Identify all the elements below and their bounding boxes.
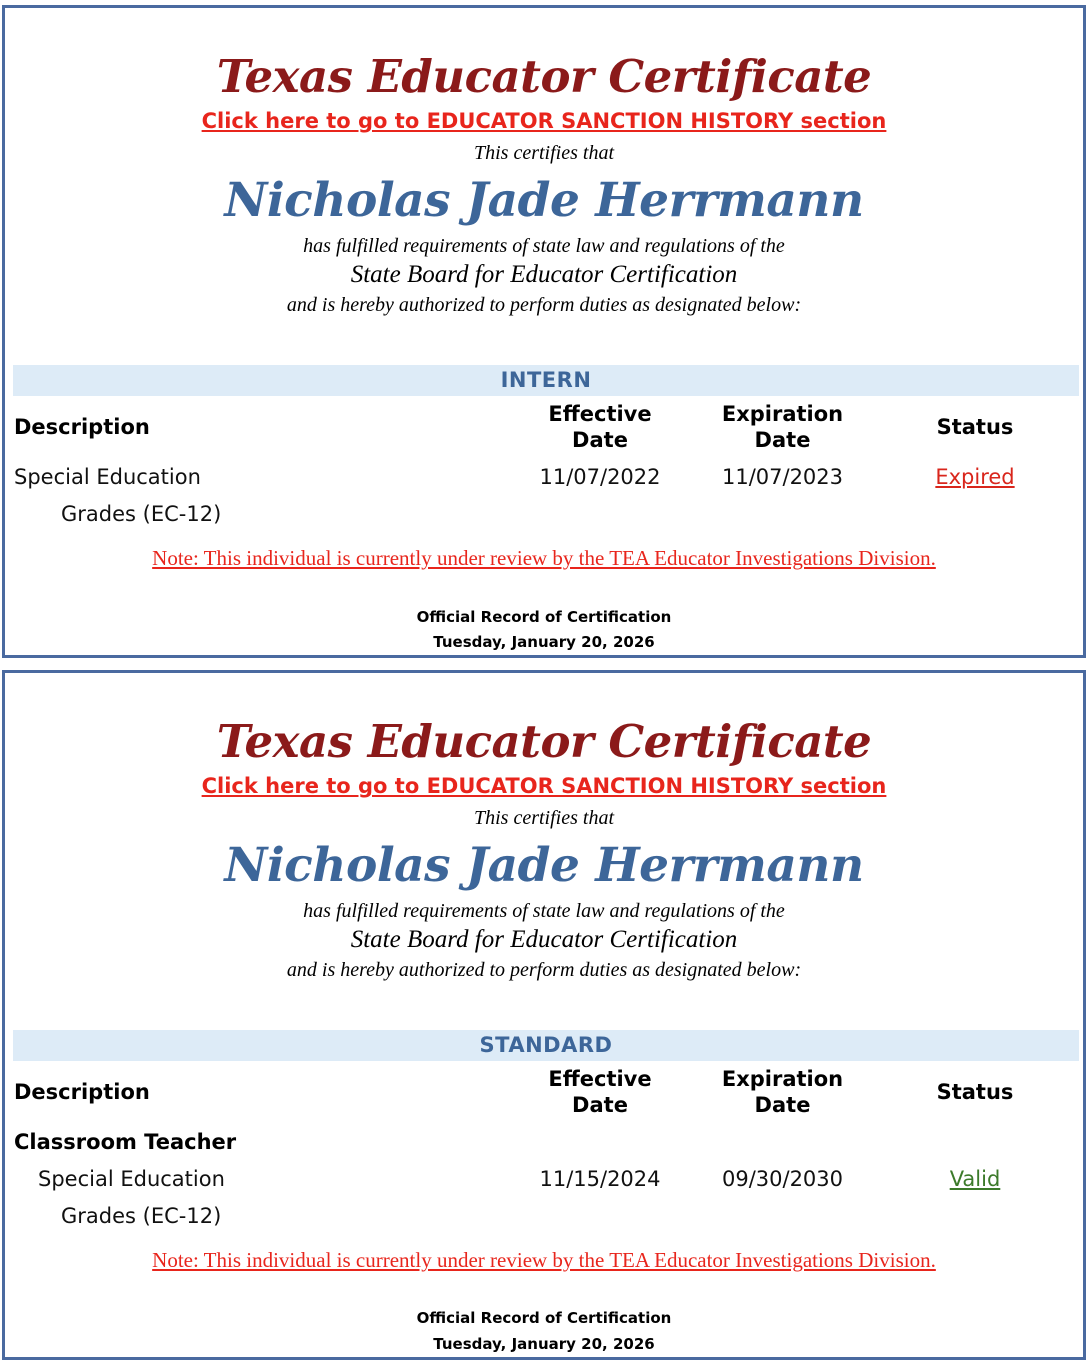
status-valid-link[interactable]: Valid (949, 1167, 1001, 1191)
description-header: Description (14, 1080, 150, 1104)
sanction-history-link[interactable]: Click here to go to EDUCATOR SANCTION HISTORY section (201, 109, 887, 133)
grades-text: Grades (EC-12) (61, 1204, 222, 1228)
status-value-cell (910, 465, 1040, 489)
board-name: State Board for Educator Certification (350, 261, 738, 288)
status-value-cell (910, 1167, 1040, 1191)
board-name: State Board for Educator Certification (350, 926, 738, 953)
authorization-text: and is hereby authorized to perform duties as designated below: (286, 959, 802, 981)
effective-header-line1: Effective (548, 1067, 652, 1091)
status-expired-link[interactable]: Expired (935, 465, 1015, 489)
effective-date-header (525, 401, 675, 453)
sanction-history-link[interactable]: Click here to go to EDUCATOR SANCTION HISTORY section (201, 774, 887, 798)
effective-header-line2: Date (572, 428, 628, 452)
investigation-note: Note: This individual is currently under review by the TEA Educator Investigations Division. (152, 1248, 936, 1272)
status-header: Status (936, 415, 1014, 439)
effective-date-header (525, 1066, 675, 1118)
official-record-label: Official Record of Certification (416, 1309, 672, 1327)
effective-header-line2: Date (572, 1093, 628, 1117)
grades-text: Grades (EC-12) (61, 502, 222, 526)
effective-date-value: 11/15/2024 (539, 1167, 661, 1191)
certifies-text: This certifies that (474, 807, 614, 829)
expiration-header-line2: Date (754, 1093, 811, 1117)
certificate-standard (2, 670, 1086, 1360)
requirements-text: has fulfilled requirements of state law and regulations of the (303, 900, 785, 922)
educator-name: Nicholas Jade Herrmann (224, 173, 864, 228)
role-text: Classroom Teacher (14, 1130, 237, 1154)
record-date: Tuesday, January 20, 2026 (433, 1335, 655, 1353)
expiration-header-line1: Expiration (721, 402, 844, 426)
expiration-date-value: 09/30/2030 (721, 1167, 844, 1191)
investigation-note: Note: This individual is currently under review by the TEA Educator Investigations Division. (152, 546, 936, 570)
certificate-intern (2, 5, 1086, 658)
expiration-header-line2: Date (754, 428, 811, 452)
record-date: Tuesday, January 20, 2026 (433, 633, 655, 651)
certificate-title: Texas Educator Certificate (216, 50, 872, 103)
subject-text: Special Education (38, 1167, 225, 1191)
expiration-date-header (705, 401, 860, 453)
certificate-type: INTERN (13, 365, 1079, 396)
effective-date-value: 11/07/2022 (539, 465, 661, 489)
educator-name: Nicholas Jade Herrmann (224, 838, 864, 893)
requirements-text: has fulfilled requirements of state law and regulations of the (303, 235, 785, 257)
authorization-text: and is hereby authorized to perform duties as designated below: (286, 294, 802, 316)
official-record-label: Official Record of Certification (416, 608, 672, 626)
expiration-date-value: 11/07/2023 (721, 465, 844, 489)
expiration-header-line1: Expiration (721, 1067, 844, 1091)
subject-text: Special Education (14, 465, 201, 489)
description-header: Description (14, 415, 150, 439)
effective-header-line1: Effective (548, 402, 652, 426)
sanction-link-wrapper (5, 774, 1083, 798)
certifies-text: This certifies that (474, 142, 614, 164)
expiration-date-header (705, 1066, 860, 1118)
certificate-type: STANDARD (13, 1030, 1079, 1061)
status-header: Status (936, 1080, 1014, 1104)
certificate-title: Texas Educator Certificate (216, 715, 872, 768)
sanction-link-wrapper (5, 109, 1083, 133)
